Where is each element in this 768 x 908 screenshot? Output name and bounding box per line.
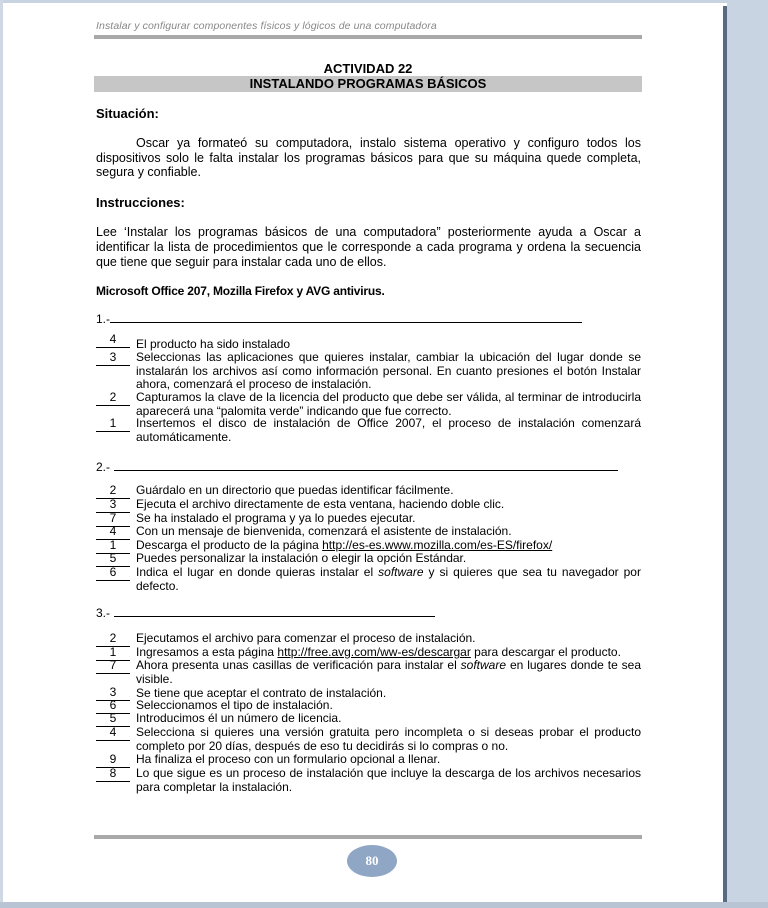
section-label: 3.- — [96, 606, 111, 620]
item-text: Capturamos la clave de la licencia del producto que debe ser válida, al terminar de introducirla aparecerá una “palomita verde” indicando que fue correcto. — [136, 390, 641, 418]
item-text: El producto ha sido instalado — [136, 337, 291, 351]
item-text: Ejecuta el archivo directamente de esta ventana, haciendo doble clic. — [136, 497, 505, 511]
item-text: Insertemos el disco de instalación de Office 2007, el proceso de instalación comenzará automáticamente. — [136, 416, 641, 444]
section-label: 2.- — [96, 460, 111, 474]
item-text: Seleccionas las aplicaciones que quieres instalar, cambiar la ubicación del lugar donde se instalarán los archivos así como información personal. En cuanto presiones el botón Instalar ahora, comenzará el proceso de instalación. — [136, 350, 641, 391]
item-text-part: para descargar el producto. — [470, 645, 621, 659]
order-number: 4 — [96, 726, 130, 741]
item-text-part: Ahora presenta unas casillas de verificación para instalar el — [136, 658, 461, 672]
item-text — [136, 566, 641, 593]
order-number: 1 — [96, 646, 130, 661]
order-number: 1 — [96, 417, 130, 432]
window-left-edge — [0, 0, 3, 908]
order-number: 7 — [96, 512, 130, 527]
order-number: 7 — [96, 659, 130, 674]
instructions-paragraph: Lee ‘Instalar los programas básicos de una computadora” posteriormente ayuda a Oscar a identificar la lista de procedimientos que le corresponde a cada programa y ordena la secuencia que tiene que seguir para instalar cada uno de ellos. — [96, 225, 641, 269]
header-rule — [94, 35, 642, 39]
situation-heading: Situación: — [96, 106, 159, 121]
item-text: Ha finaliza el proceso con un formulario opcional a llenar. — [136, 752, 441, 766]
answer-line — [110, 312, 582, 323]
item-text-part: Descarga el producto de la página — [136, 538, 323, 552]
window-top-edge — [0, 0, 727, 3]
answer-line — [114, 606, 435, 617]
section-label: 1.- — [96, 312, 111, 326]
order-number: 2 — [96, 484, 130, 499]
instructions-heading: Instrucciones: — [96, 195, 185, 210]
item-text: Introducimos él un número de licencia. — [136, 711, 342, 725]
activity-subtitle: INSTALANDO PROGRAMAS BÁSICOS — [94, 76, 642, 92]
item-text-emphasis: software — [378, 565, 424, 579]
item-text: Lo que sigue es un proceso de instalación que incluye la descarga de los archivos necesarios para completar la instalación. — [136, 766, 641, 794]
item-text-part: Indica el lugar en donde quieras instalar el — [136, 565, 379, 579]
order-number: 5 — [96, 712, 130, 727]
viewer-background — [727, 0, 768, 908]
item-text: Se ha instalado el programa y ya lo puedes ejecutar. — [136, 511, 416, 525]
item-text-part: en lugares donde te sea visible. — [136, 658, 641, 686]
answer-line — [114, 460, 618, 471]
item-text-part: Ingresamos a esta página — [136, 645, 278, 659]
item-text: Seleccionamos el tipo de instalación. — [136, 698, 333, 712]
section-1-heading — [96, 312, 582, 326]
item-text-emphasis: software — [460, 658, 507, 672]
order-number: 4 — [96, 333, 130, 348]
order-number: 2 — [96, 391, 130, 406]
order-number: 8 — [96, 767, 130, 782]
order-number: 6 — [96, 699, 130, 714]
order-number: 2 — [96, 632, 130, 647]
order-number: 1 — [96, 539, 130, 554]
situation-paragraph: Oscar ya formateó su computadora, instalo sistema operativo y configuro todos los dispositivos solo le falta instalar los programas básicos para que su máquina quede completa, segura y confiable. — [96, 136, 641, 179]
item-text: Guárdalo en un directorio que puedas identificar fácilmente. — [136, 483, 454, 497]
avg-download-link[interactable]: http://free.avg.com/ww-es/descargar — [277, 645, 471, 659]
item-text-part: y si quieres que sea tu navegador por defecto. — [136, 565, 641, 593]
item-text: Puedes personalizar la instalación o elegir la opción Estándar. — [136, 551, 467, 565]
order-number: 3 — [96, 351, 130, 366]
running-header: Instalar y configurar componentes físicos y lógicos de una computadora — [96, 20, 437, 32]
viewer-bottom-edge — [0, 902, 768, 908]
page-number: 80 — [347, 845, 397, 877]
order-number: 9 — [96, 753, 130, 768]
order-number: 3 — [96, 686, 130, 701]
item-text: Selecciona si quieres una versión gratuita pero incompleta o si deseas probar el producto completo por 20 días, después de eso tu decidirás si lo compras o no. — [136, 725, 641, 753]
order-number: 5 — [96, 552, 130, 567]
programs-line: Microsoft Office 207, Mozilla Firefox y AVG antivirus. — [96, 284, 385, 298]
footer-rule — [94, 835, 642, 839]
activity-title: ACTIVIDAD 22 — [323, 61, 413, 76]
item-text: Con un mensaje de bienvenida, comenzará el asistente de instalación. — [136, 524, 512, 538]
order-number: 3 — [96, 498, 130, 513]
section-2-heading — [96, 460, 618, 474]
order-number: 6 — [96, 566, 130, 581]
order-number: 4 — [96, 525, 130, 540]
item-text: Ejecutamos el archivo para comenzar el proceso de instalación. — [136, 631, 476, 645]
item-text: Se tiene que aceptar el contrato de instalación. — [136, 686, 387, 700]
section-3-heading — [96, 606, 435, 620]
item-text — [136, 659, 641, 686]
firefox-download-link[interactable]: http://es-es.www.mozilla.com/es-ES/firefox/ — [322, 538, 553, 552]
